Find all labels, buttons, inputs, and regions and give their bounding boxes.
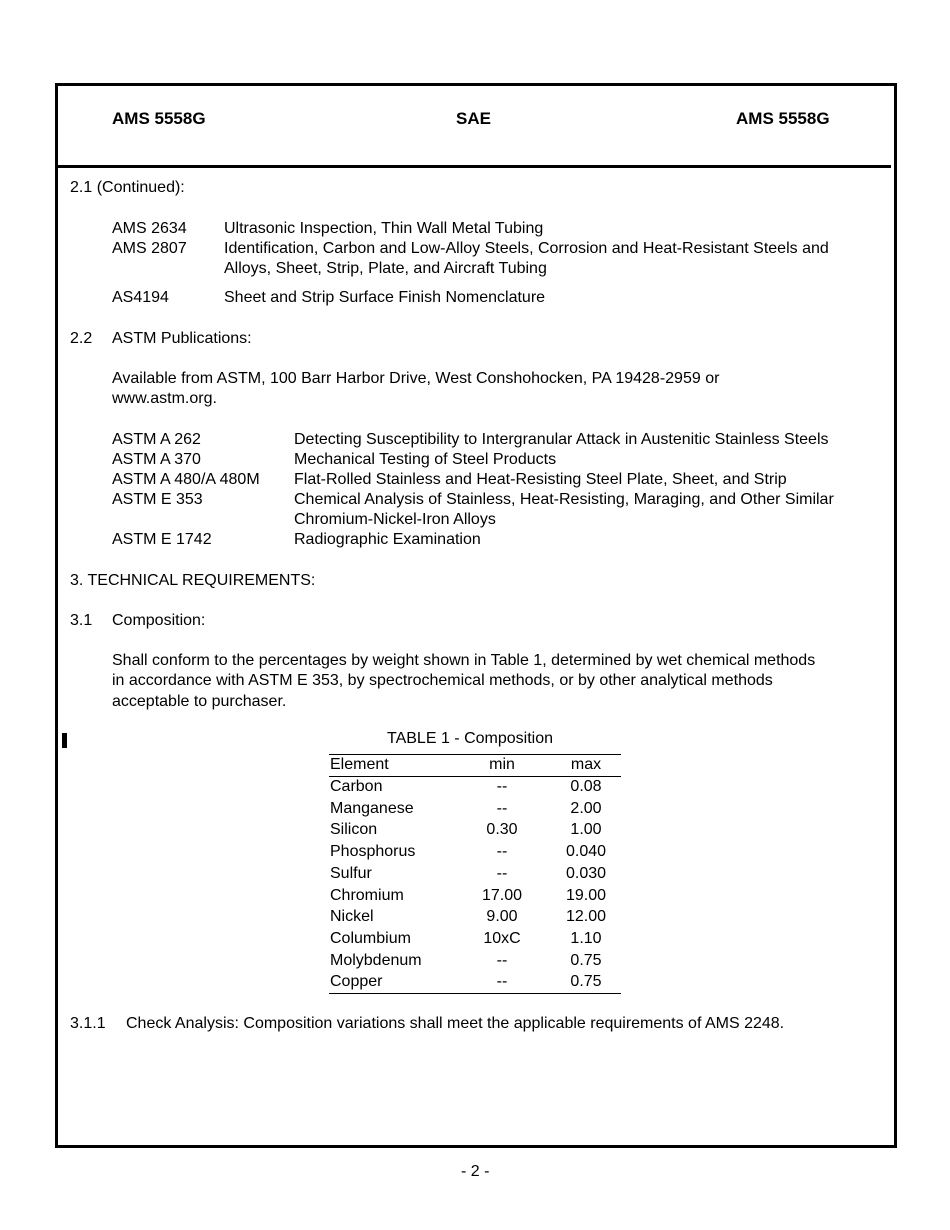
ref-code: AMS 2807	[112, 240, 187, 257]
table-caption: TABLE 1 - Composition	[387, 730, 553, 747]
section-3-1-number: 3.1	[70, 612, 93, 629]
table-cell-max: 12.00	[565, 908, 607, 925]
table-cell-element: Chromium	[330, 887, 404, 904]
table-header-max: max	[570, 756, 602, 773]
table-cell-max: 2.00	[570, 800, 602, 817]
table-cell-element: Molybdenum	[330, 952, 422, 969]
table-cell-element: Silicon	[330, 821, 378, 838]
table-cell-max: 19.00	[565, 887, 607, 904]
table-cell-min: 9.00	[486, 908, 518, 925]
table-cell-min: 10xC	[483, 930, 521, 947]
table-cell-max: 0.75	[570, 952, 602, 969]
header-doc-number-left: AMS 5558G	[112, 109, 206, 128]
table-cell-max: 0.75	[570, 973, 602, 990]
table-cell-element: Carbon	[330, 778, 383, 795]
ref-code: ASTM A 370	[112, 451, 201, 468]
table-cell-element: Sulfur	[330, 865, 372, 882]
table-cell-min: --	[496, 865, 508, 882]
table-cell-max: 1.10	[570, 930, 602, 947]
table-cell-min: --	[496, 973, 508, 990]
section-3-1-title: Composition:	[112, 612, 206, 629]
ref-code: ASTM A 262	[112, 431, 201, 448]
table-header-min: min	[489, 756, 515, 773]
table-cell-max: 1.00	[570, 821, 602, 838]
availability-url: www.astm.org.	[112, 390, 217, 407]
ref-code: ASTM E 353	[112, 491, 203, 508]
table-cell-min: 17.00	[481, 887, 523, 904]
table-cell-min: --	[496, 952, 508, 969]
ref-title: Detecting Susceptibility to Intergranular Attack in Austenitic Stainless Steels	[294, 431, 829, 448]
table-cell-min: --	[496, 800, 508, 817]
table-cell-element: Columbium	[330, 930, 411, 947]
section-3-1-1-number: 3.1.1	[70, 1015, 106, 1032]
table-cell-element: Phosphorus	[330, 843, 416, 860]
ref-title: Ultrasonic Inspection, Thin Wall Metal Tubing	[224, 220, 544, 237]
ref-code: ASTM A 480/A 480M	[112, 471, 260, 488]
ref-title: Flat-Rolled Stainless and Heat-Resisting Steel Plate, Sheet, and Strip	[294, 471, 787, 488]
section-2-2-title: ASTM Publications:	[112, 330, 252, 347]
ref-code: AS4194	[112, 289, 169, 306]
header-doc-number-right: AMS 5558G	[736, 109, 830, 128]
availability-text: Available from ASTM, 100 Barr Harbor Drive, West Conshohocken, PA 19428-2959 or	[112, 370, 720, 387]
revision-bar	[62, 733, 67, 748]
ref-code: ASTM E 1742	[112, 531, 212, 548]
table-cell-element: Manganese	[330, 800, 414, 817]
table-cell-max: 0.040	[565, 843, 607, 860]
composition-paragraph: Shall conform to the percentages by weight shown in Table 1, determined by wet chemical methods	[112, 652, 816, 669]
header-org: SAE	[456, 109, 491, 128]
table-cell-min: --	[496, 843, 508, 860]
page-number: - 2 -	[461, 1163, 490, 1180]
composition-paragraph: acceptable to purchaser.	[112, 693, 287, 710]
table-cell-element: Nickel	[330, 908, 374, 925]
table-cell-min: 0.30	[486, 821, 518, 838]
ref-title-cont: Chromium-Nickel-Iron Alloys	[294, 511, 496, 528]
document-header	[55, 83, 891, 168]
check-analysis-text: Check Analysis: Composition variations shall meet the applicable requirements of AMS 2248.	[126, 1015, 785, 1032]
ref-title: Identification, Carbon and Low-Alloy Steels, Corrosion and Heat-Resistant Steels and	[224, 240, 829, 257]
table-cell-max: 0.08	[570, 778, 602, 795]
ref-title: Radiographic Examination	[294, 531, 481, 548]
ref-title-cont: Alloys, Sheet, Strip, Plate, and Aircraft Tubing	[224, 260, 547, 277]
table-header-element: Element	[330, 756, 389, 773]
table-cell-element: Copper	[330, 973, 383, 990]
ref-title: Sheet and Strip Surface Finish Nomenclature	[224, 289, 546, 306]
table-bottom-rule	[329, 993, 621, 994]
ref-title: Mechanical Testing of Steel Products	[294, 451, 557, 468]
table-cell-min: --	[496, 778, 508, 795]
section-3-heading: 3. TECHNICAL REQUIREMENTS:	[70, 572, 316, 589]
table-cell-max: 0.030	[565, 865, 607, 882]
section-2-1-heading: 2.1 (Continued):	[70, 179, 185, 196]
section-2-2-number: 2.2	[70, 330, 93, 347]
composition-paragraph: in accordance with ASTM E 353, by spectrochemical methods, or by other analytical methods	[112, 672, 773, 689]
ref-title: Chemical Analysis of Stainless, Heat-Resisting, Maraging, and Other Similar	[294, 491, 834, 508]
ref-code: AMS 2634	[112, 220, 187, 237]
